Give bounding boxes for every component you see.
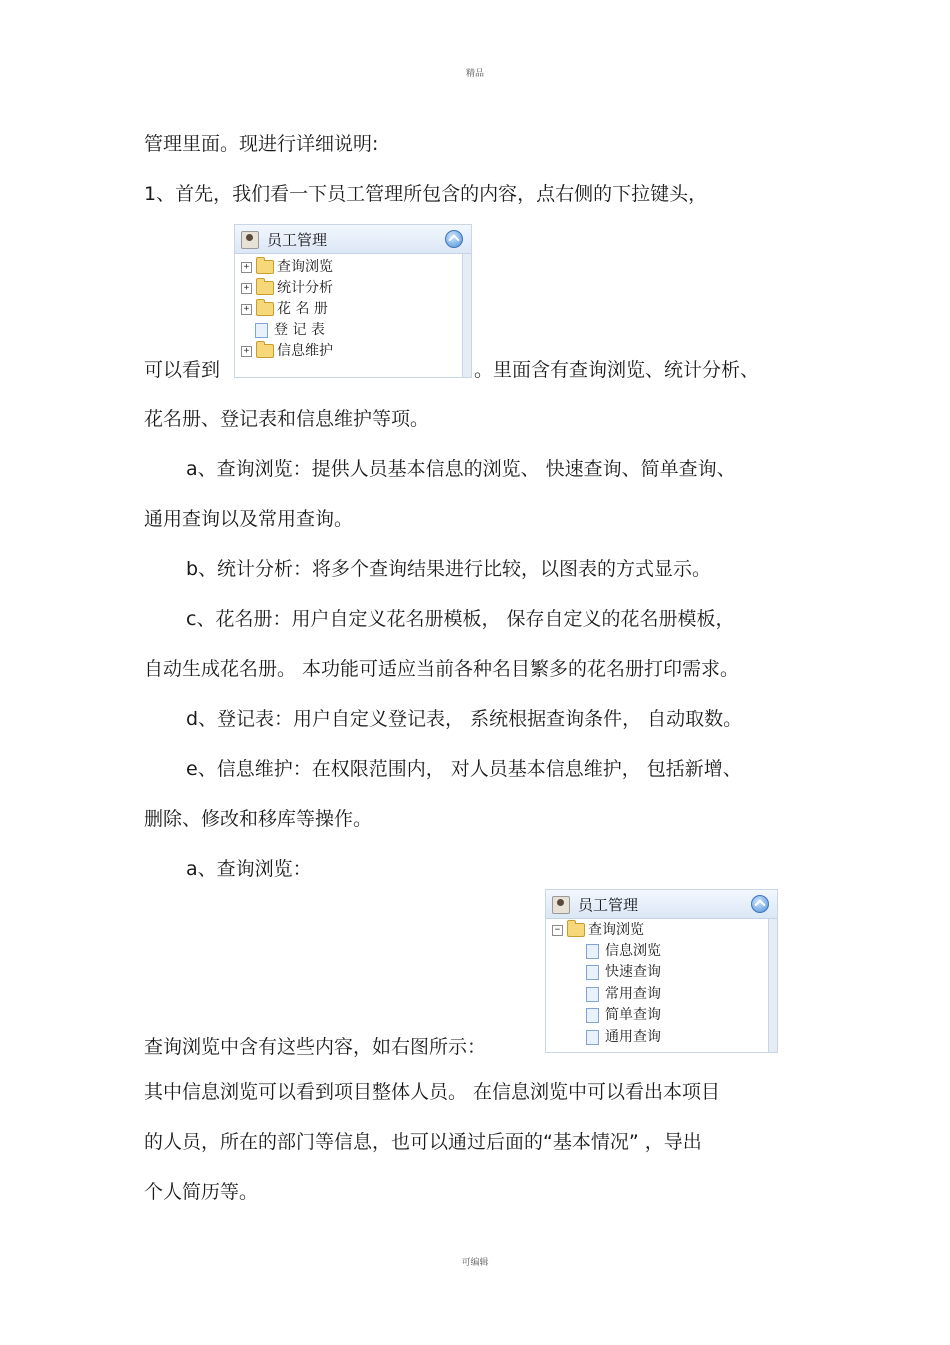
query-browse-tree-panel: [545, 889, 778, 1053]
document-icon: [586, 987, 599, 1002]
folder-icon: [256, 281, 274, 295]
text-line: 的人员，所在的部门等信息，也可以通过后面的“基本情况” ，导出: [144, 1131, 702, 1153]
collapse-button-icon[interactable]: [751, 895, 769, 913]
text-line: 花名册、登记表和信息维护等项。: [144, 408, 430, 430]
document-icon: [255, 323, 268, 338]
folder-open-icon: [567, 923, 585, 937]
text-line: 管理里面。现进行详细说明:: [144, 133, 379, 155]
folder-icon: [256, 302, 274, 316]
text-line: 通用查询以及常用查询。: [144, 508, 354, 530]
tree-item-statistics[interactable]: + 统计分析: [241, 278, 333, 298]
user-icon: [552, 896, 570, 914]
expand-icon[interactable]: +: [241, 283, 252, 294]
employee-management-tree-panel: [234, 224, 472, 378]
document-icon: [586, 1008, 599, 1023]
text-line: 查询浏览中含有这些内容，如右图所示：: [144, 1036, 487, 1058]
expand-icon[interactable]: +: [241, 346, 252, 357]
folder-icon: [256, 344, 274, 358]
tree-item-roster[interactable]: + 花 名 册: [241, 299, 328, 319]
text-line: e、信息维护：在权限范围内， 对人员基本信息维护， 包括新增、: [186, 758, 742, 780]
text-line: c、花名册：用户自定义花名册模板， 保存自定义的花名册模板，: [186, 608, 735, 630]
text-line: 。里面含有查询浏览、统计分析、: [474, 359, 760, 381]
expand-icon[interactable]: +: [241, 262, 252, 273]
expand-icon[interactable]: +: [241, 304, 252, 315]
page-header: 精品: [465, 69, 484, 79]
document-icon: [586, 965, 599, 980]
tree-item-common-query[interactable]: 常用查询: [586, 984, 661, 1004]
text-line: 其中信息浏览可以看到项目整体人员。 在信息浏览中可以看出本项目: [144, 1081, 721, 1103]
panel-header: [235, 225, 471, 254]
tree-item-query-browse[interactable]: + 查询浏览: [241, 257, 333, 277]
text-line: d、登记表：用户自定义登记表， 系统根据查询条件， 自动取数。: [186, 708, 743, 730]
text-line: a、查询浏览：: [186, 858, 312, 880]
tree-item-info-maintenance[interactable]: + 信息维护: [241, 341, 333, 361]
scrollbar[interactable]: [768, 919, 777, 1052]
folder-icon: [256, 260, 274, 274]
text-line: b、统计分析：将多个查询结果进行比较，以图表的方式显示。: [186, 558, 712, 580]
tree-item-register-form[interactable]: 登 记 表: [241, 320, 325, 340]
tree-item-info-browse[interactable]: 信息浏览: [586, 941, 661, 961]
text-line: 删除、修改和移库等操作。: [144, 808, 373, 830]
panel-title: 员工管理: [267, 231, 328, 249]
collapse-button-icon[interactable]: [445, 230, 463, 248]
page-footer: 可编辑: [461, 1258, 489, 1268]
text-line: 个人简历等。: [144, 1181, 259, 1203]
document-icon: [586, 944, 599, 959]
text-line: 自动生成花名册。 本功能可适应当前各种名目繁多的花名册打印需求。: [144, 658, 740, 680]
panel-header: [546, 890, 777, 919]
text-line: a、查询浏览：提供人员基本信息的浏览、 快速查询、简单查询、: [186, 458, 736, 480]
panel-title: 员工管理: [578, 896, 639, 914]
scrollbar[interactable]: [462, 254, 471, 377]
text-line: 1、首先，我们看一下员工管理所包含的内容，点右侧的下拉键头，: [144, 183, 708, 205]
document-icon: [586, 1030, 599, 1045]
text-line: 可以看到: [144, 359, 221, 381]
tree-item-query-browse[interactable]: − 查询浏览: [552, 920, 644, 940]
user-icon: [241, 231, 259, 249]
tree-item-simple-query[interactable]: 简单查询: [586, 1005, 661, 1025]
tree-item-quick-query[interactable]: 快速查询: [586, 962, 661, 982]
tree-item-general-query[interactable]: 通用查询: [586, 1027, 661, 1047]
collapse-icon[interactable]: −: [552, 925, 563, 936]
